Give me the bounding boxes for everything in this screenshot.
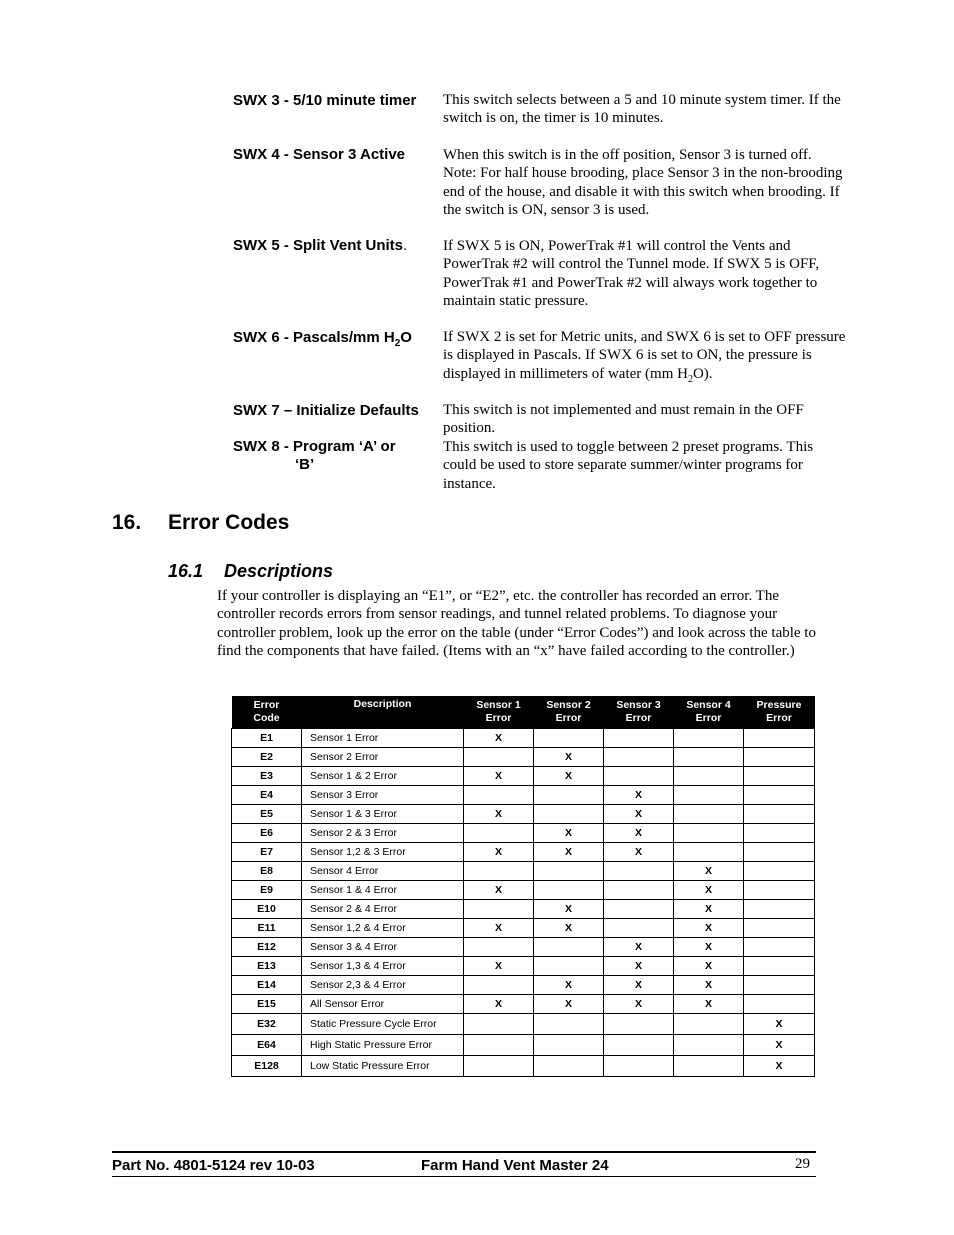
- footer-rule-bottom: [112, 1176, 816, 1177]
- failure-mark-cell: [674, 748, 744, 767]
- failure-mark-cell: X: [534, 900, 604, 919]
- failure-mark-cell: X: [674, 900, 744, 919]
- failure-mark-cell: [744, 995, 815, 1014]
- table-row: [232, 995, 815, 1014]
- failure-mark-cell: [534, 1035, 604, 1056]
- error-code-cell: E32: [232, 1014, 302, 1035]
- table-row: [232, 881, 815, 900]
- failure-mark-cell: X: [534, 976, 604, 995]
- table-row: [232, 957, 815, 976]
- failure-mark-cell: [464, 976, 534, 995]
- section-heading: 16. Error Codes: [112, 511, 290, 534]
- failure-mark-cell: X: [464, 843, 534, 862]
- error-code-cell: E3: [232, 767, 302, 786]
- error-code-cell: E10: [232, 900, 302, 919]
- failure-mark-cell: [674, 1014, 744, 1035]
- table-row: [232, 767, 815, 786]
- table-row: [232, 786, 815, 805]
- error-description-cell: Sensor 3 & 4 Error: [302, 938, 464, 957]
- failure-mark-cell: [744, 919, 815, 938]
- error-description-cell: Sensor 1 Error: [302, 729, 464, 748]
- error-code-cell: E13: [232, 957, 302, 976]
- failure-mark-cell: [744, 938, 815, 957]
- failure-mark-cell: [744, 843, 815, 862]
- failure-mark-cell: X: [744, 1056, 815, 1077]
- failure-mark-cell: X: [674, 976, 744, 995]
- swx4-label: SWX 4 - Sensor 3 Active: [233, 146, 406, 163]
- failure-mark-cell: [674, 824, 744, 843]
- failure-mark-cell: [464, 862, 534, 881]
- error-description-cell: High Static Pressure Error: [302, 1035, 464, 1056]
- failure-mark-cell: [534, 881, 604, 900]
- error-code-cell: E6: [232, 824, 302, 843]
- error-code-cell: E12: [232, 938, 302, 957]
- failure-mark-cell: X: [464, 729, 534, 748]
- failure-mark-cell: X: [604, 824, 674, 843]
- error-code-cell: E11: [232, 919, 302, 938]
- header-sensor1: Sensor 1 Error: [464, 696, 534, 729]
- failure-mark-cell: [744, 881, 815, 900]
- failure-mark-cell: X: [464, 957, 534, 976]
- error-code-cell: E4: [232, 786, 302, 805]
- failure-mark-cell: [674, 1035, 744, 1056]
- error-code-cell: E64: [232, 1035, 302, 1056]
- failure-mark-cell: X: [464, 805, 534, 824]
- table-row: [232, 843, 815, 862]
- failure-mark-cell: X: [674, 957, 744, 976]
- failure-mark-cell: [464, 900, 534, 919]
- failure-mark-cell: [534, 729, 604, 748]
- error-code-cell: E7: [232, 843, 302, 862]
- error-description-cell: Sensor 2 & 3 Error: [302, 824, 464, 843]
- swx4-text: When this switch is in the off position, Sensor 3 is turned off. Note: For half house brooding, place Sensor 3 in the non-brooding end of the house, and disable it with this switch when brooding. If the switch is ON, sensor 3 is used.: [443, 147, 843, 219]
- failure-mark-cell: [464, 938, 534, 957]
- failure-mark-cell: [744, 805, 815, 824]
- failure-mark-cell: X: [744, 1014, 815, 1035]
- failure-mark-cell: [674, 805, 744, 824]
- failure-mark-cell: [464, 1056, 534, 1077]
- failure-mark-cell: X: [464, 995, 534, 1014]
- failure-mark-cell: X: [534, 843, 604, 862]
- failure-mark-cell: X: [604, 995, 674, 1014]
- swx3-label: SWX 3 - 5/10 minute timer: [233, 92, 417, 109]
- table-row: [232, 748, 815, 767]
- failure-mark-cell: [604, 900, 674, 919]
- swx8-text: This switch is used to toggle between 2 preset programs. This could be used to store separate summer/winter programs for instance.: [443, 439, 814, 492]
- swx3-text: This switch selects between a 5 and 10 minute system timer. If the switch is on, the timer is 10 minutes.: [443, 92, 841, 127]
- failure-mark-cell: X: [534, 995, 604, 1014]
- swx5-text: If SWX 5 is ON, PowerTrak #1 will control the Vents and PowerTrak #2 will control the Tunnel mode. If SWX 5 is OFF, PowerTrak #1 and PowerTrak #2 will always work together to maintain static pressure.: [443, 238, 820, 310]
- error-description-cell: Sensor 1,2 & 4 Error: [302, 919, 464, 938]
- failure-mark-cell: X: [604, 805, 674, 824]
- swx7-text: This switch is not implemented and must remain in the OFF position.: [443, 402, 804, 437]
- failure-mark-cell: [534, 805, 604, 824]
- footer-rule: [112, 1151, 816, 1153]
- error-description-cell: Static Pressure Cycle Error: [302, 1014, 464, 1035]
- failure-mark-cell: X: [604, 938, 674, 957]
- table-row: [232, 938, 815, 957]
- header-error-code: Error Code: [232, 696, 302, 729]
- footer-part-number: Part No. 4801-5124 rev 10-03: [112, 1157, 315, 1174]
- error-description-cell: Sensor 4 Error: [302, 862, 464, 881]
- error-description-cell: Sensor 1,3 & 4 Error: [302, 957, 464, 976]
- failure-mark-cell: [604, 1014, 674, 1035]
- failure-mark-cell: [674, 843, 744, 862]
- error-code-table: [231, 696, 815, 1077]
- failure-mark-cell: X: [534, 919, 604, 938]
- failure-mark-cell: [604, 862, 674, 881]
- failure-mark-cell: [744, 824, 815, 843]
- swx6-text: If SWX 2 is set for Metric units, and SWX 6 is set to OFF pressure is displayed in Pascals. If SWX 6 is set to ON, the pressure is displayed in millimeters of water (mm $H_2O$).: [443, 329, 846, 385]
- failure-mark-cell: [534, 862, 604, 881]
- failure-mark-cell: [534, 1056, 604, 1077]
- failure-mark-cell: [534, 938, 604, 957]
- failure-mark-cell: X: [674, 862, 744, 881]
- subsection-heading: 16.1 Descriptions: [168, 561, 334, 581]
- table-row: [232, 805, 815, 824]
- table-row: [232, 976, 815, 995]
- failure-mark-cell: [604, 1056, 674, 1077]
- failure-mark-cell: [744, 748, 815, 767]
- error-description-cell: Sensor 3 Error: [302, 786, 464, 805]
- error-description-cell: Sensor 1 & 3 Error: [302, 805, 464, 824]
- failure-mark-cell: X: [534, 748, 604, 767]
- table-row: [232, 900, 815, 919]
- failure-mark-cell: [604, 767, 674, 786]
- failure-mark-cell: [604, 881, 674, 900]
- failure-mark-cell: [744, 786, 815, 805]
- failure-mark-cell: [534, 1014, 604, 1035]
- error-code-cell: E15: [232, 995, 302, 1014]
- failure-mark-cell: X: [674, 938, 744, 957]
- error-code-cell: E128: [232, 1056, 302, 1077]
- swx6-label: SWX 6 - Pascals/mm $H_2O$: [233, 329, 412, 349]
- table-row: [232, 729, 815, 748]
- failure-mark-cell: [464, 786, 534, 805]
- failure-mark-cell: X: [674, 919, 744, 938]
- error-code-cell: E8: [232, 862, 302, 881]
- failure-mark-cell: [464, 824, 534, 843]
- error-description-cell: Sensor 2,3 & 4 Error: [302, 976, 464, 995]
- header-sensor4: Sensor 4 Error: [674, 696, 744, 729]
- failure-mark-cell: X: [674, 995, 744, 1014]
- failure-mark-cell: [674, 786, 744, 805]
- failure-mark-cell: [604, 729, 674, 748]
- error-description-cell: Sensor 1 & 4 Error: [302, 881, 464, 900]
- failure-mark-cell: [604, 748, 674, 767]
- failure-mark-cell: [604, 919, 674, 938]
- failure-mark-cell: X: [604, 843, 674, 862]
- failure-mark-cell: X: [464, 767, 534, 786]
- failure-mark-cell: [744, 957, 815, 976]
- failure-mark-cell: [464, 748, 534, 767]
- failure-mark-cell: [674, 767, 744, 786]
- failure-mark-cell: [464, 1035, 534, 1056]
- header-pressure: Pressure Error: [744, 696, 815, 729]
- error-description-cell: Sensor 2 Error: [302, 748, 464, 767]
- failure-mark-cell: X: [534, 824, 604, 843]
- error-description-cell: Sensor 1 & 2 Error: [302, 767, 464, 786]
- table-row: [232, 1035, 815, 1056]
- header-sensor2: Sensor 2 Error: [534, 696, 604, 729]
- failure-mark-cell: X: [604, 786, 674, 805]
- error-description-cell: Sensor 2 & 4 Error: [302, 900, 464, 919]
- failure-mark-cell: [604, 1035, 674, 1056]
- swx7-label: SWX 7 – Initialize Defaults: [233, 402, 419, 419]
- error-code-cell: E14: [232, 976, 302, 995]
- footer-product-name: Farm Hand Vent Master 24: [421, 1157, 609, 1174]
- header-description: Description: [302, 696, 464, 729]
- error-code-cell: E5: [232, 805, 302, 824]
- error-description-cell: All Sensor Error: [302, 995, 464, 1014]
- error-code-cell: E2: [232, 748, 302, 767]
- failure-mark-cell: X: [604, 957, 674, 976]
- swx8-label: SWX 8 - Program ‘A’ or ‘B’: [233, 438, 396, 473]
- failure-mark-cell: X: [464, 919, 534, 938]
- failure-mark-cell: X: [674, 881, 744, 900]
- error-code-cell: E1: [232, 729, 302, 748]
- swx5-label: SWX 5 - Split Vent Units.: [233, 237, 408, 254]
- description-paragraph: If your controller is displaying an “E1”, or “E2”, etc. the controller has recorded an error. The controller records errors from sensor readings, and tunnel related problems. To diagnose your controller problem, look up the error on the table (under “Error Codes”) and look across the table to find the components that have failed. (Items with an “x” have failed according to the controller.): [217, 588, 816, 660]
- table-row: [232, 862, 815, 881]
- failure-mark-cell: X: [604, 976, 674, 995]
- failure-mark-cell: [674, 729, 744, 748]
- failure-mark-cell: [744, 900, 815, 919]
- failure-mark-cell: [744, 862, 815, 881]
- failure-mark-cell: [744, 767, 815, 786]
- table-body: [232, 729, 815, 1077]
- failure-mark-cell: X: [534, 767, 604, 786]
- header-sensor3: Sensor 3 Error: [604, 696, 674, 729]
- failure-mark-cell: [534, 957, 604, 976]
- failure-mark-cell: [464, 1014, 534, 1035]
- error-code-cell: E9: [232, 881, 302, 900]
- failure-mark-cell: [744, 976, 815, 995]
- failure-mark-cell: [534, 786, 604, 805]
- footer-page-number: 29: [795, 1156, 810, 1172]
- table-row: [232, 1056, 815, 1077]
- table-row: [232, 824, 815, 843]
- failure-mark-cell: X: [464, 881, 534, 900]
- failure-mark-cell: X: [744, 1035, 815, 1056]
- failure-mark-cell: [674, 1056, 744, 1077]
- error-description-cell: Low Static Pressure Error: [302, 1056, 464, 1077]
- table-row: [232, 919, 815, 938]
- error-description-cell: Sensor 1,2 & 3 Error: [302, 843, 464, 862]
- table-row: [232, 1014, 815, 1035]
- failure-mark-cell: [744, 729, 815, 748]
- table-header-row: [232, 696, 815, 729]
